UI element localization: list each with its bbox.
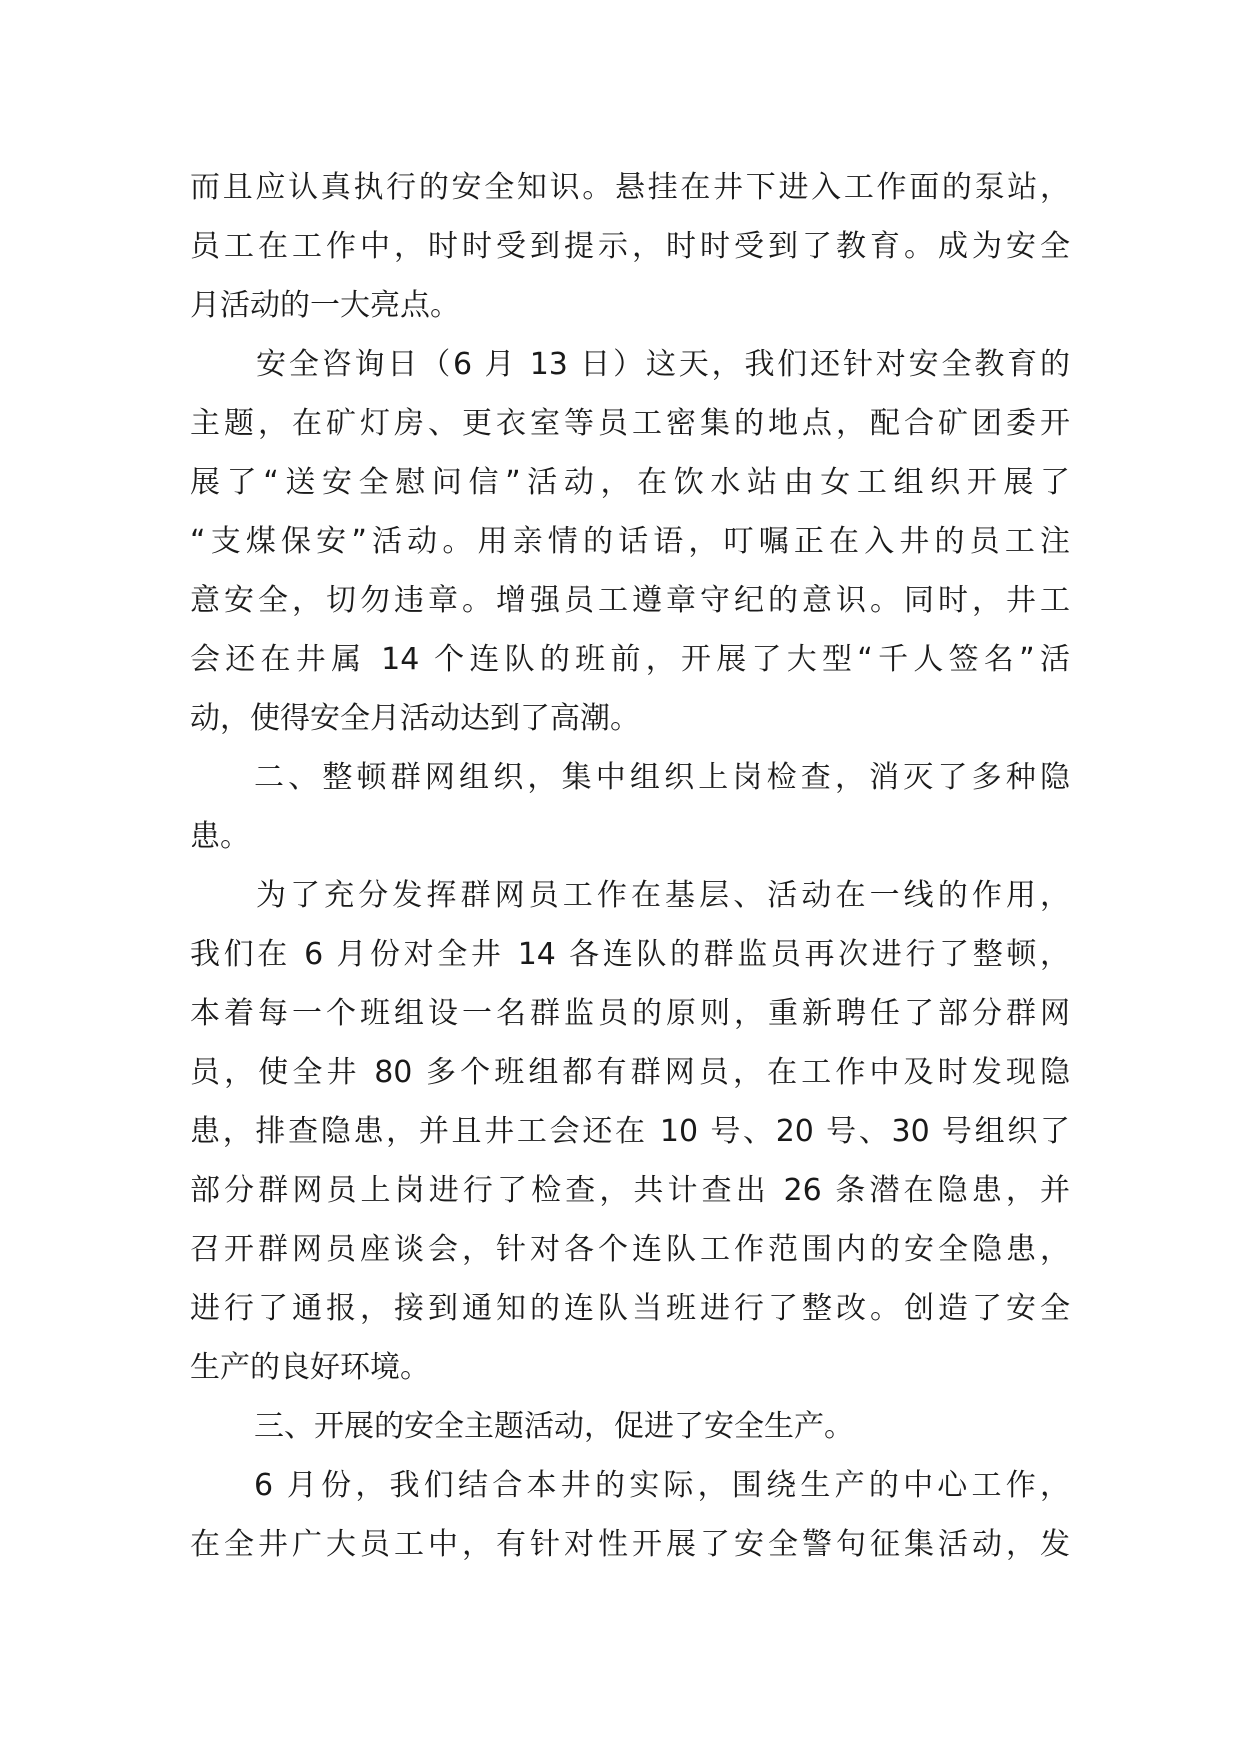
text-line-5: 主题，在矿灯房、更衣室等员工密集的地点，配合矿团委开	[190, 406, 1070, 441]
text-line-8: 意安全，切勿违章。增强员工遵章守纪的意识。同时，井工	[190, 583, 1070, 618]
text-line-18: 部分群网员上岗进行了检查，共计查出 26 条潜在隐患，并	[190, 1173, 1070, 1208]
paragraph-start-line-13: 为了充分发挥群网员工作在基层、活动在一线的作用，	[256, 878, 1070, 913]
document-body	[190, 158, 1070, 1574]
text-line-15: 本着每一个班组设一名群监员的原则，重新聘任了部分群网	[190, 996, 1070, 1031]
text-line-3: 月活动的一大亮点。	[190, 288, 460, 323]
text-line-7: “支煤保安”活动。用亲情的话语，叮嘱正在入井的员工注	[190, 524, 1070, 559]
section-heading-3: 三、开展的安全主题活动，促进了安全生产。	[254, 1409, 854, 1444]
text-line-16: 员，使全井 80 多个班组都有群网员，在工作中及时发现隐	[190, 1055, 1070, 1090]
text-line-2: 员工在工作中，时时受到提示，时时受到了教育。成为安全	[190, 229, 1070, 264]
paragraph-start-line-23: 6 月份，我们结合本井的实际，围绕生产的中心工作，	[254, 1468, 1070, 1503]
text-line-20: 进行了通报，接到通知的连队当班进行了整改。创造了安全	[190, 1291, 1070, 1326]
text-line-21: 生产的良好环境。	[190, 1350, 430, 1385]
text-line-9: 会还在井属 14 个连队的班前，开展了大型“千人签名”活	[190, 642, 1070, 677]
text-line-19: 召开群网员座谈会，针对各个连队工作范围内的安全隐患，	[190, 1232, 1070, 1267]
text-line-1: 而且应认真执行的安全知识。悬挂在井下进入工作面的泵站，	[190, 170, 1070, 205]
text-line-6: 展了“送安全慰问信”活动，在饮水站由女工组织开展了	[190, 465, 1070, 500]
paragraph-start-line-4: 安全咨询日（6 月 13 日）这天，我们还针对安全教育的	[256, 347, 1070, 382]
text-line-17: 患，排查隐患，并且井工会还在 10 号、20 号、30 号组织了	[190, 1114, 1070, 1149]
section-heading-2: 二、整顿群网组织，集中组织上岗检查，消灭了多种隐	[254, 760, 1070, 795]
text-line-14: 我们在 6 月份对全井 14 各连队的群监员再次进行了整顿，	[190, 937, 1070, 972]
text-line-24: 在全井广大员工中，有针对性开展了安全警句征集活动，发	[190, 1527, 1070, 1562]
text-line-12: 患。	[190, 819, 250, 854]
text-line-10: 动，使得安全月活动达到了高潮。	[190, 701, 640, 736]
